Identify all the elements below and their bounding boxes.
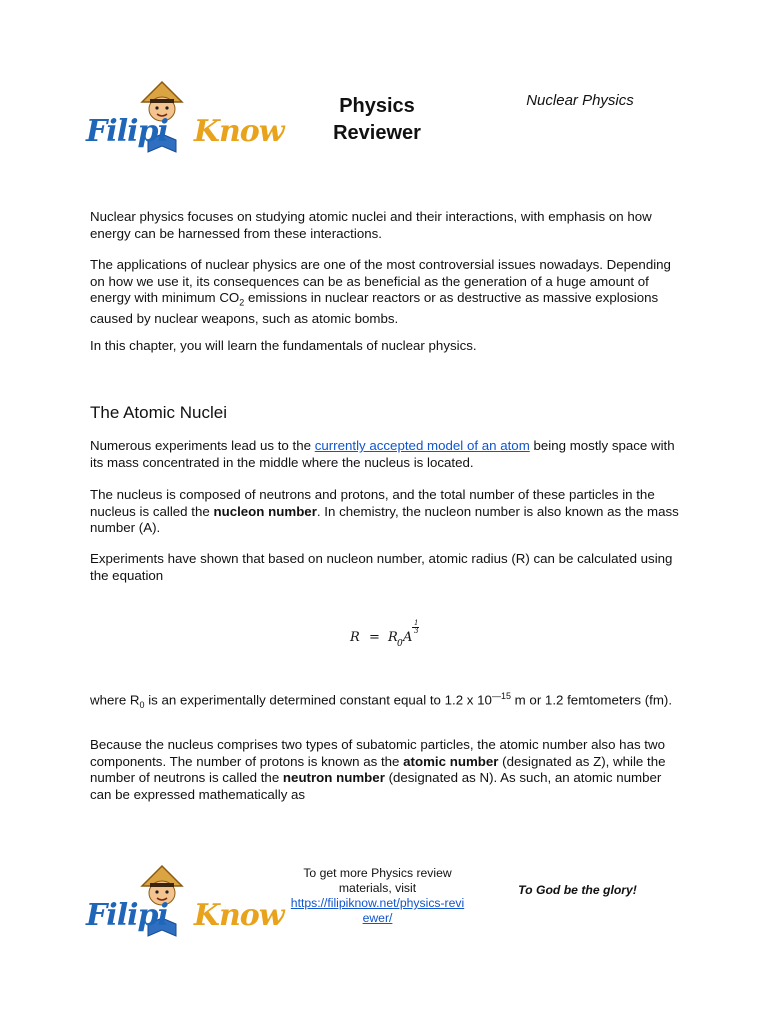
footer-reviewer-link[interactable]: https://filipiknow.net/physics-revi ewer/ [290,896,465,925]
section-heading: The Atomic Nuclei [90,403,227,422]
footer-logo-word-filipi: Filipi [86,898,168,933]
logo-word-know: Know [193,114,284,149]
logo-word-filipi: Filipi [86,114,168,149]
section-paragraph-2: The nucleus is composed of neutrons and protons, and the total number of these particles in the nucleus is called the nucleon number. In chemistry, the nucleon number is also known as the mass number (A). [90,487,679,535]
atom-model-link[interactable]: currently accepted model of an atom [314,438,530,453]
filipiknow-logo [86,78,284,173]
topic-label: Nuclear Physics [526,92,634,109]
section-paragraph-4: where $R_0$ is an experimentally determined constant equal to 1.2 x $10^{—15}$ m or 1.2 femtometers (fm). [90,691,673,711]
intro-paragraph-2: The applications of nuclear physics are one of the most controversial issues nowadays. Depending on how we use it, its consequences can be as beneficial as the generation of a huge amount of energy with minimum $CO_2$ emissions in nuclear reactors or as destructive as massive explosions caused by nuclear weapons, such as atomic bombs. [90,257,671,327]
footer-tagline: To God be the glory! [518,883,637,897]
footer-logo-word-know: Know [193,898,284,933]
footer-filipiknow-logo [86,862,284,957]
section-paragraph-5: Because the nucleus comprises two types of subatomic particles, the atomic number also has two components. The number of protons is known as the atomic number (designated as Z), while the number of neutrons is called the neutron number (designated as N). As such, an atomic number can be expressed mathematically as [90,737,666,802]
section-paragraph-3: Experiments have shown that based on nucleon number, atomic radius (R) can be calculated using the equation [90,551,673,583]
section-paragraph-1: Numerous experiments lead us to the currently accepted model of an atom being mostly space with its mass concentrated in the middle where the nucleus is located. [90,438,675,470]
intro-paragraph-3: In this chapter, you will learn the fundamentals of nuclear physics. [90,338,477,353]
footer-cta-text: To get more Physics review materials, visit [303,866,452,895]
footer-cta [285,866,470,926]
radius-equation: R = R 0 A 1 3 [350,619,419,649]
title-line-1: Physics [339,95,415,117]
title-line-2: Reviewer [333,122,421,144]
intro-paragraph-1: Nuclear physics focuses on studying atomic nuclei and their interactions, with emphasis on how energy can be harnessed from these interactions. [90,209,652,241]
page-title [300,93,454,147]
